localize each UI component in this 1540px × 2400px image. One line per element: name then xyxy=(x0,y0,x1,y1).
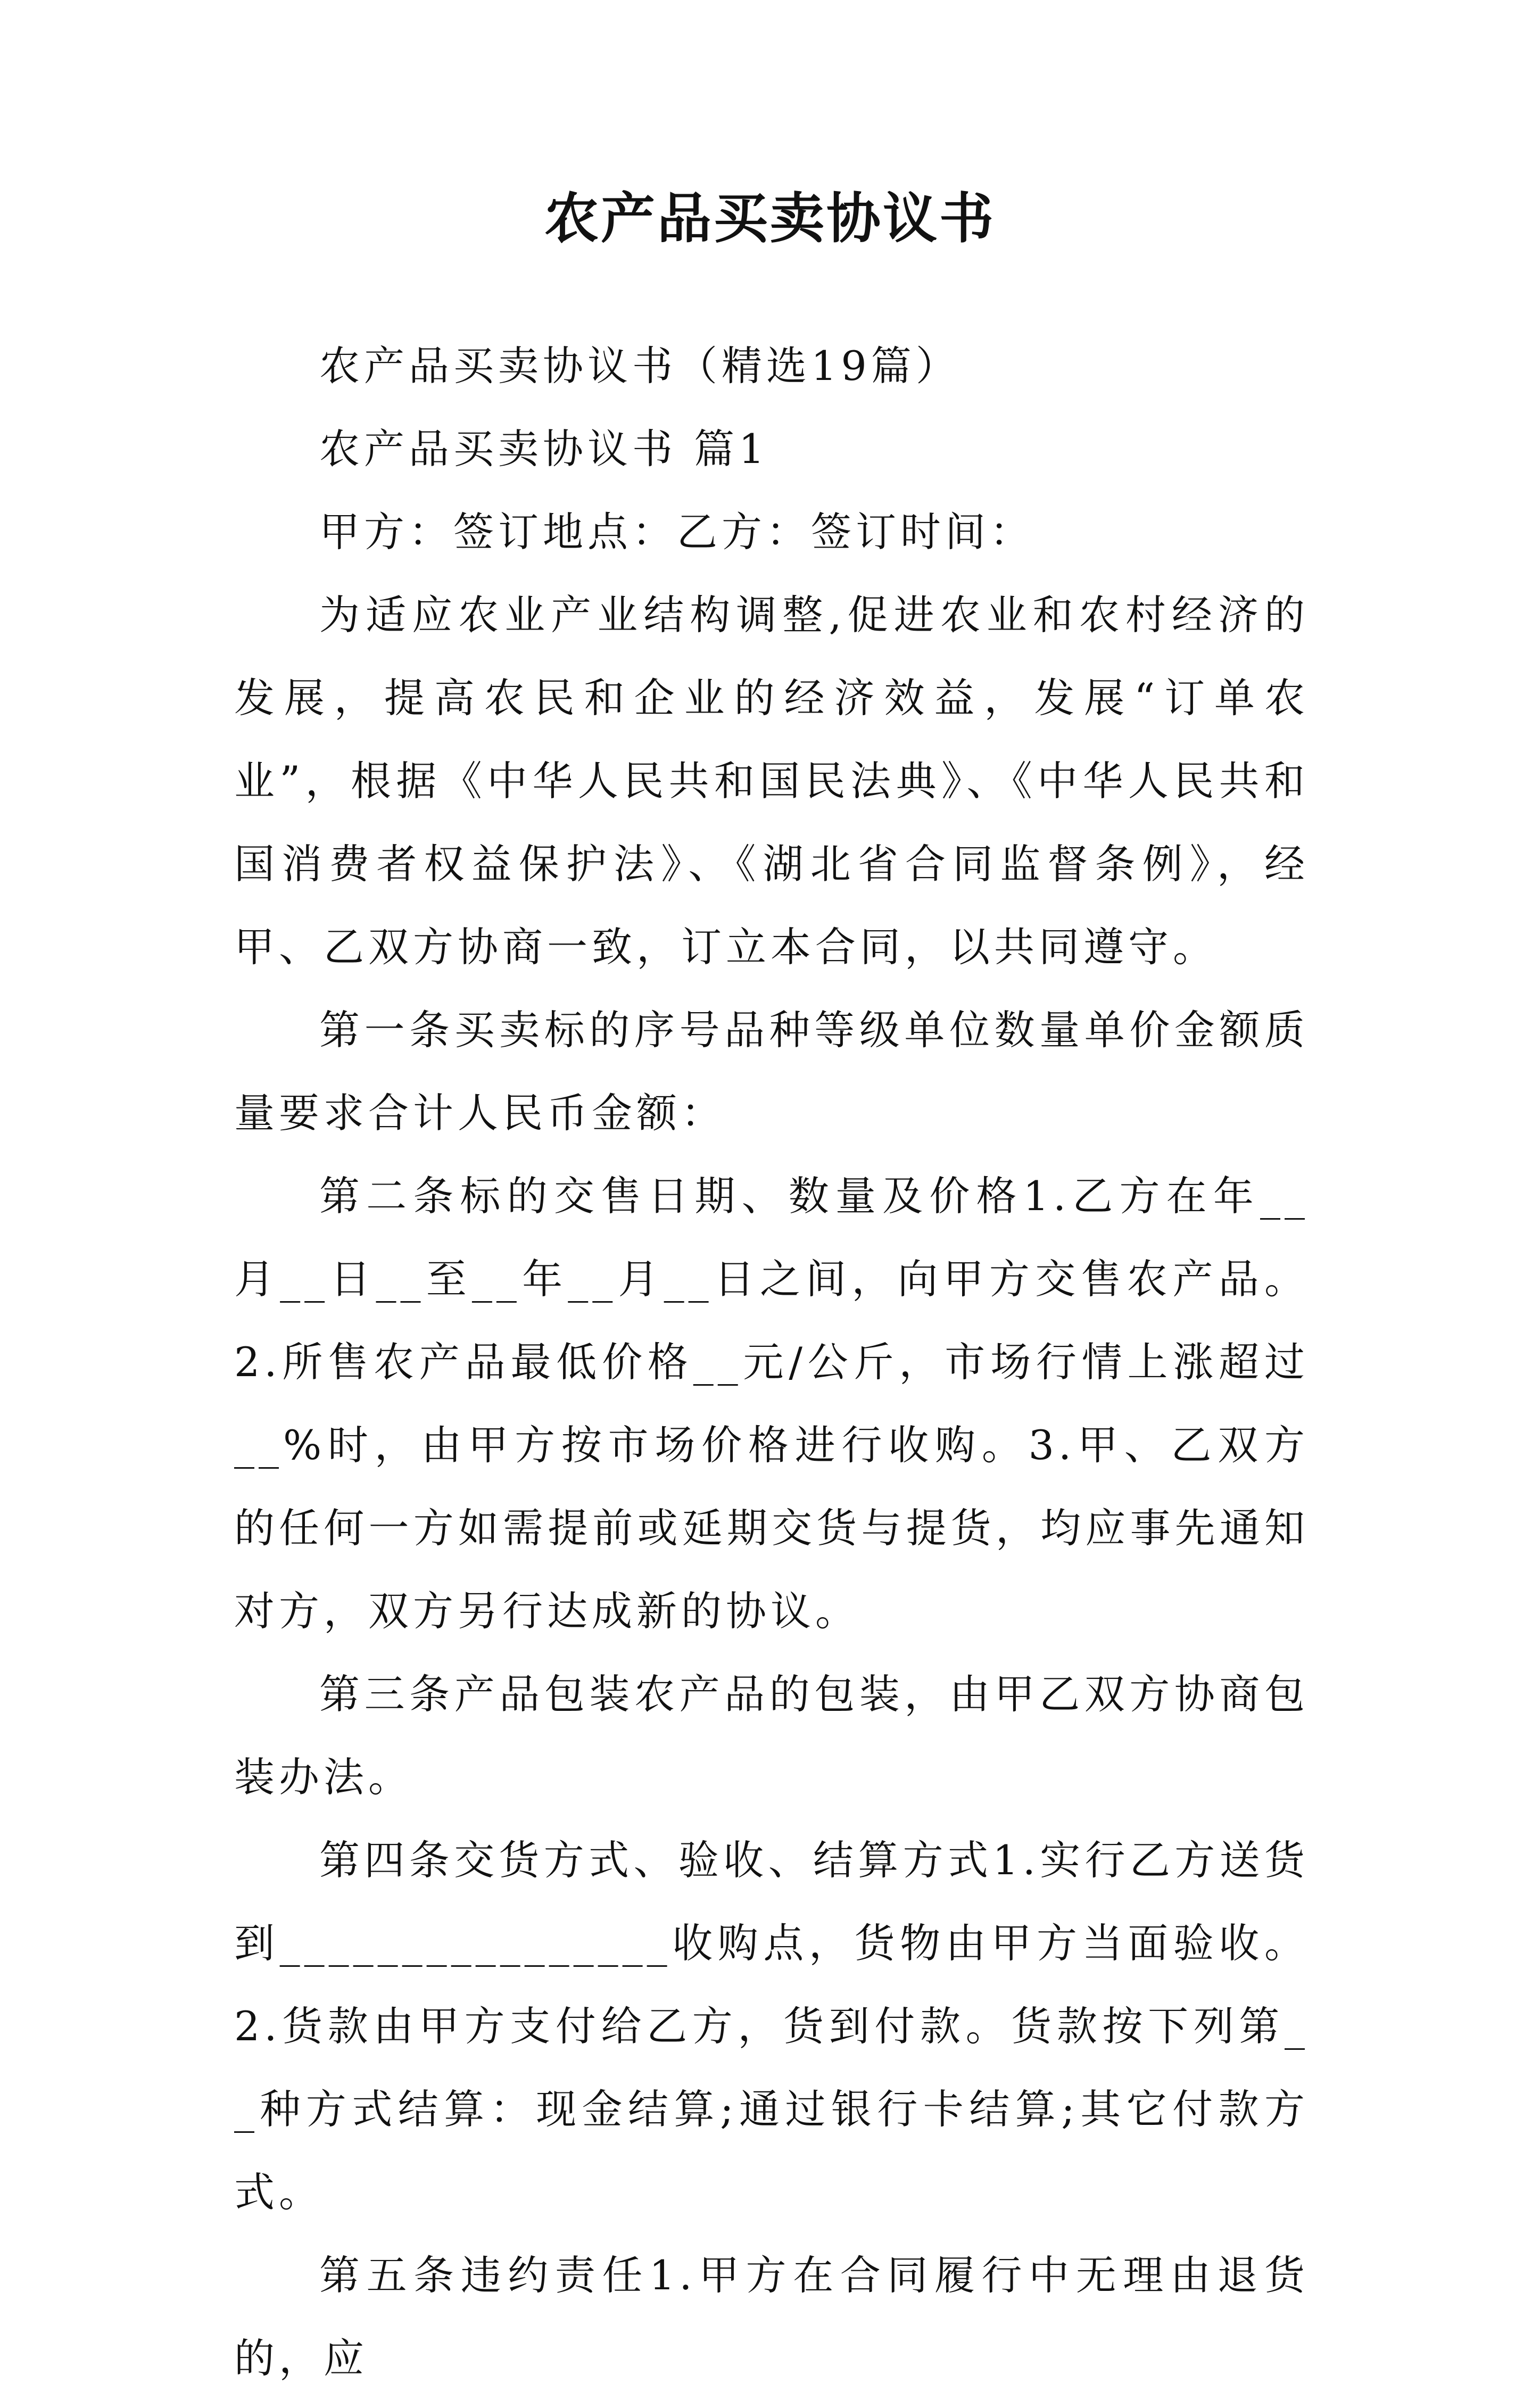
paragraph-article-1: 第一条买卖标的序号品种等级单位数量单价金额质量要求合计人民币金额： xyxy=(234,1006,1309,1137)
paragraph-article-5: 第五条违约责任1.甲方在合同履行中无理由退货的，应 xyxy=(234,2252,1309,2382)
paragraph-article-4: 第四条交货方式、验收、结算方式1.实行乙方送货到________________收购点，货物由甲方当面验收。2.货款由甲方支付给乙方，货到付款。货款按下列第__种方式结算：现金结算;通过银行卡结算;其它付款方式。 xyxy=(234,1836,1309,2216)
paragraph-preamble: 为适应农业产业结构调整,促进农业和农村经济的发展，提高农民和企业的经济效益，发展“订单农业”，根据《中华人民共和国民法典》、《中华人民共和国消费者权益保护法》、《湖北省合同监督条例》，经甲、乙双方协商一致，订立本合同，以共同遵守。 xyxy=(234,591,1309,971)
section-heading: 农产品买卖协议书 篇1 xyxy=(319,425,769,473)
document-subtitle: 农产品买卖协议书（精选19篇） xyxy=(319,342,961,390)
document-title: 农产品买卖协议书 xyxy=(544,187,996,251)
paragraph-article-2: 第二条标的交售日期、数量及价格1.乙方在年__月__日__至__年__月__日之间，向甲方交售农产品。2.所售农产品最低价格__元/公斤，市场行情上涨超过__%时，由甲方按市场价格进行收购。3.甲、乙双方的任何一方如需提前或延期交货与提货，均应事先通知对方，双方另行达成新的协议。 xyxy=(234,1172,1309,1635)
parties-line: 甲方：签订地点：乙方：签订时间： xyxy=(319,508,1034,556)
paragraph-article-3: 第三条产品包装农产品的包装，由甲乙双方协商包装办法。 xyxy=(234,1670,1309,1801)
document-body xyxy=(234,325,1309,2400)
